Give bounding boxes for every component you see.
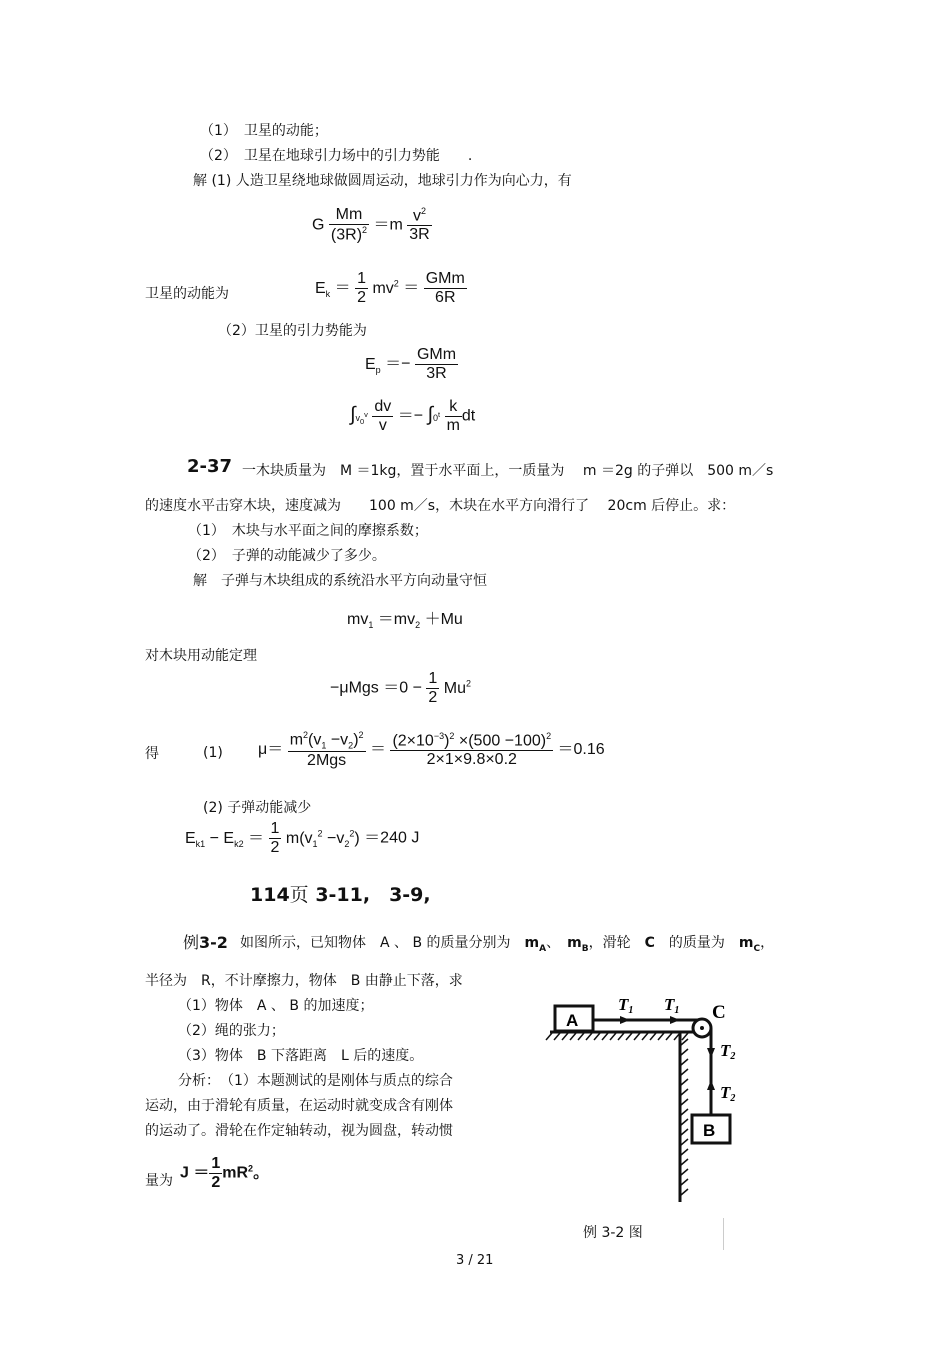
example-line1: 如图所示，已知物体 A 、 B 的质量分别为 $m_A$、 $m_B$，滑轮 C 的质量为 $m_C$， xyxy=(240,935,775,954)
figure-caption: 例 3-2 图 xyxy=(583,1225,643,1241)
example-header: 例3-2 xyxy=(183,933,228,952)
equation-kinetic: $E_k$ ＝ $\frac{1}{2}$ $mv^2$ ＝ $\frac{\text{GMm}}{6R}$ xyxy=(315,270,465,306)
divider xyxy=(723,1218,724,1250)
equation-ek-decrease: $E_{k1} - E_{k2}$ ＝ $\frac{1}{2}$ $m(v_1^2 -v_2^2) =240$ J xyxy=(185,820,420,856)
equation-energy-theorem: −μMgs ＝0 − $\frac{1}{2}$ Mu$^2$ xyxy=(330,670,471,706)
example-q2: （2）绳的张力； xyxy=(178,1023,285,1039)
energy-theorem-label: 对木块用动能定理 xyxy=(145,648,257,664)
tension-t1-right: T1 xyxy=(664,995,680,1016)
kinetic-energy-label: 卫星的动能为 xyxy=(145,286,229,302)
tension-t2-bottom: T2 xyxy=(720,1083,736,1104)
example-q3: （3）物体 B 下落距离 L 后的速度。 xyxy=(178,1048,424,1064)
tension-t1-left: T1 xyxy=(618,995,634,1016)
equation-integral: $\int v_0^v$ $\frac{dv}{v}$ ＝− ∫0$^t$ $\frac{k}{m}$ dt xyxy=(350,398,476,434)
question-1: （1） 卫星的动能； xyxy=(200,123,328,139)
part-two-label: (2) 子弹动能减少 xyxy=(203,800,312,816)
problem-number: 2-37 xyxy=(187,456,233,477)
tension-t2-top: T2 xyxy=(720,1041,736,1062)
example-line2: 半径为 R，不计摩擦力，物体 B 由静止下落，求 xyxy=(145,973,463,989)
analysis-line2: 运动，由于滑轮有质量，在运动时就变成含有刚体 xyxy=(145,1098,453,1114)
solution-intro: 解 (1) 人造卫星绕地球做圆周运动，地球引力作为向心力，有 xyxy=(193,173,572,189)
pulley-figure xyxy=(540,990,760,1210)
problem-text-line1: 一木块质量为 M ＝1kg，置于水平面上，一质量为 m ＝2g 的子弹以 500 m／s xyxy=(242,463,774,479)
equation-mu: μ＝ $\frac{m^2(v_1 -v_2)^2}{\text{2Mgs}}$ ＝ $\frac{(2\times 10^{-3})^2 \times(500 -100)^2}{2\times 1\times 9.8\times 0.2}$ ＝0.16 xyxy=(258,730,605,769)
problem-text-line2: 的速度水平击穿木块，速度减为 100 m／s，木块在水平方向滑行了 20cm 后停止。求： xyxy=(145,498,736,514)
part-one-label: (1) xyxy=(203,745,223,761)
problem-question-2: （2） 子弹的动能减少了多少。 xyxy=(188,548,386,564)
problem-question-1: （1） 木块与水平面之间的摩擦系数； xyxy=(188,523,428,539)
analysis-line3: 的运动了。滑轮在作定轴转动，视为圆盘，转动惯 xyxy=(145,1123,453,1139)
de-label: 得 xyxy=(145,746,159,762)
question-2: （2） 卫星在地球引力场中的引力势能 . xyxy=(200,148,473,164)
potential-energy-label: （2）卫星的引力势能为 xyxy=(218,323,367,339)
equation-momentum: $mv_1 =mv_2 +Mu$ xyxy=(347,611,463,631)
page-reference: 114页 3-11, 3-9, xyxy=(250,884,431,906)
block-a-label: A xyxy=(566,1011,579,1030)
solution-text: 解 子弹与木块组成的系统沿水平方向动量守恒 xyxy=(193,573,487,589)
example-q1: （1）物体 A 、 B 的加速度； xyxy=(178,998,374,1014)
equation-inertia: J ＝ $\frac{1}{2}$ $mR^2$。 xyxy=(180,1155,270,1191)
analysis-line1: 分析： （1）本题测试的是刚体与质点的综合 xyxy=(178,1073,453,1089)
equation-gravity: G $\frac{Mm}{(3R)^2}$ ＝m $\frac{v^2}{3R}$ xyxy=(312,206,430,244)
page-number: 3 / 21 xyxy=(456,1253,494,1268)
analysis-line4: 量为 xyxy=(145,1173,173,1189)
pulley-c-label: C xyxy=(712,1002,726,1023)
block-b-label: B xyxy=(703,1121,716,1140)
equation-potential: $E_p$ ＝− $\frac{\text{GMm}}{3R}$ xyxy=(365,346,457,382)
